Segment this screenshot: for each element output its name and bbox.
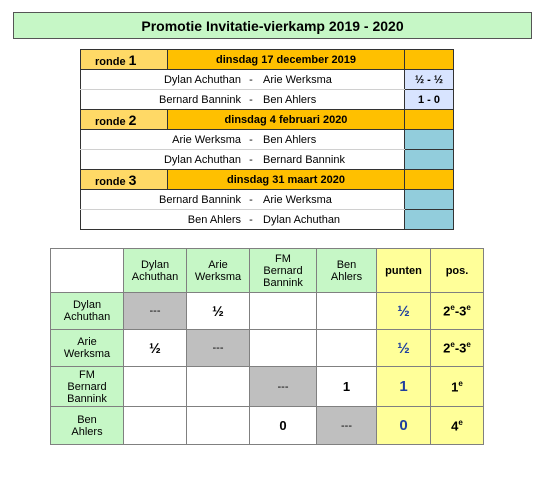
result-cell xyxy=(124,407,187,445)
round-label xyxy=(81,170,168,190)
round-label-text: ronde xyxy=(95,55,126,68)
game-dash: - xyxy=(244,90,258,110)
position-cell: 2e-3e xyxy=(431,330,484,367)
position-cell: 1e xyxy=(431,367,484,407)
name-line: Ben xyxy=(77,413,97,426)
result-cell xyxy=(317,293,377,330)
game-row xyxy=(81,190,454,210)
position-header: pos. xyxy=(431,249,484,293)
round-header-spacer xyxy=(405,110,454,130)
points-cell: 0 xyxy=(377,407,431,445)
game-dash: - xyxy=(244,70,258,90)
name-line: FM xyxy=(79,368,95,381)
game-result xyxy=(405,190,454,210)
game-dash: - xyxy=(244,150,258,170)
round-label xyxy=(81,110,168,130)
round-label-text: ronde xyxy=(95,115,126,128)
row-player-name xyxy=(51,293,124,330)
game-row xyxy=(81,150,454,170)
name-line: Werksma xyxy=(63,348,111,360)
round-number: 1 xyxy=(128,51,137,68)
self-cell: --- xyxy=(124,293,187,330)
white-player: Bernard Bannink xyxy=(81,90,245,110)
column-player-header xyxy=(317,249,377,293)
position-cell: 4e xyxy=(431,407,484,445)
round-date: dinsdag 17 december 2019 xyxy=(168,50,405,70)
round-number: 2 xyxy=(128,111,137,128)
name-line: Ben xyxy=(336,258,357,271)
crosstable-row xyxy=(51,367,484,407)
result-cell xyxy=(250,293,317,330)
round-label xyxy=(81,50,168,70)
self-cell: --- xyxy=(317,407,377,445)
round-header-spacer xyxy=(405,50,454,70)
points-cell: ½ xyxy=(377,293,431,330)
name-line: Ahlers xyxy=(330,270,363,283)
name-line: Ahlers xyxy=(71,425,103,438)
name-line: Achuthan xyxy=(63,311,111,323)
self-cell: --- xyxy=(187,330,250,367)
round-header-row xyxy=(81,170,454,190)
column-player-header xyxy=(124,249,187,293)
black-player: Arie Werksma xyxy=(258,70,405,90)
result-cell: ½ xyxy=(187,293,250,330)
white-player: Dylan Achuthan xyxy=(81,150,245,170)
points-header: punten xyxy=(377,249,431,293)
crosstable xyxy=(50,248,484,445)
game-dash: - xyxy=(244,130,258,150)
name-line: Dylan xyxy=(140,258,170,271)
game-result xyxy=(405,150,454,170)
result-cell: 1 xyxy=(317,367,377,407)
column-player-header xyxy=(187,249,250,293)
corner-cell xyxy=(51,249,124,293)
black-player: Ben Ahlers xyxy=(258,130,405,150)
result-cell xyxy=(250,330,317,367)
game-row xyxy=(81,70,454,90)
game-row xyxy=(81,210,454,230)
schedule-table xyxy=(80,49,454,230)
white-player: Dylan Achuthan xyxy=(81,70,245,90)
result-cell xyxy=(124,367,187,407)
name-line: Werksma xyxy=(194,270,242,283)
points-cell: 1 xyxy=(377,367,431,407)
result-cell: 0 xyxy=(250,407,317,445)
black-player: Dylan Achuthan xyxy=(258,210,405,230)
game-result xyxy=(405,210,454,230)
name-line: Bannink xyxy=(263,276,303,289)
name-line: Bernard xyxy=(67,380,107,393)
row-player-name xyxy=(51,330,124,367)
game-dash: - xyxy=(244,190,258,210)
row-player-name xyxy=(51,367,124,407)
crosstable-row xyxy=(51,293,484,330)
round-date: dinsdag 4 februari 2020 xyxy=(168,110,405,130)
self-cell: --- xyxy=(250,367,317,407)
column-player-header xyxy=(250,249,317,293)
result-cell xyxy=(317,330,377,367)
crosstable-header-row xyxy=(51,249,484,293)
game-result xyxy=(405,130,454,150)
white-player: Ben Ahlers xyxy=(81,210,245,230)
round-date: dinsdag 31 maart 2020 xyxy=(168,170,405,190)
result-cell xyxy=(187,367,250,407)
result-cell xyxy=(187,407,250,445)
name-line: Bannink xyxy=(67,392,107,405)
black-player: Bernard Bannink xyxy=(258,150,405,170)
round-header-spacer xyxy=(405,170,454,190)
game-result: 1 - 0 xyxy=(405,90,454,110)
game-row xyxy=(81,130,454,150)
row-player-name xyxy=(51,407,124,445)
white-player: Bernard Bannink xyxy=(81,190,245,210)
crosstable-row xyxy=(51,407,484,445)
name-line: Bernard xyxy=(263,264,303,277)
name-line: FM xyxy=(275,252,291,265)
black-player: Arie Werksma xyxy=(258,190,405,210)
name-line: Achuthan xyxy=(131,270,179,283)
round-label-text: ronde xyxy=(95,175,126,188)
black-player: Ben Ahlers xyxy=(258,90,405,110)
round-header-row xyxy=(81,110,454,130)
round-number: 3 xyxy=(128,171,137,188)
position-cell: 2e-3e xyxy=(431,293,484,330)
result-cell: ½ xyxy=(124,330,187,367)
name-line: Dylan xyxy=(72,299,102,311)
name-line: Arie xyxy=(77,336,97,348)
round-header-row xyxy=(81,50,454,70)
game-result: ½ - ½ xyxy=(405,70,454,90)
page-title: Promotie Invitatie-vierkamp 2019 - 2020 xyxy=(13,12,532,39)
game-dash: - xyxy=(244,210,258,230)
game-row xyxy=(81,90,454,110)
crosstable-row xyxy=(51,330,484,367)
white-player: Arie Werksma xyxy=(81,130,245,150)
points-cell: ½ xyxy=(377,330,431,367)
name-line: Arie xyxy=(208,258,228,271)
